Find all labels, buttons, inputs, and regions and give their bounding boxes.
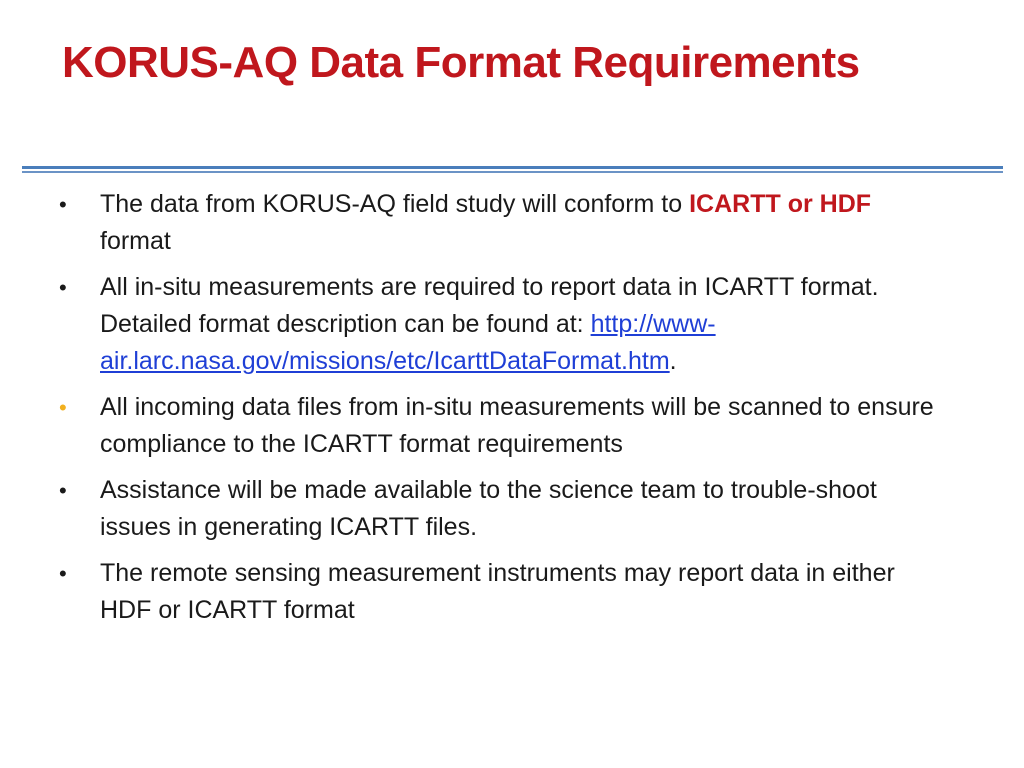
bullet-list: [0, 186, 1024, 638]
title-divider-thin: [22, 171, 1003, 173]
bullet-text: Assistance will be made available to the science team to trouble-shoot issues in generating ICARTT files.: [100, 476, 877, 541]
bullet-text-tail: .: [669, 347, 677, 375]
bullet-item-in-situ: [0, 269, 940, 380]
bullet-text: The data from KORUS-AQ field study will conform to: [100, 190, 690, 218]
bullet-item-assistance: [0, 472, 940, 546]
bullet-dot-icon: •: [59, 478, 67, 503]
icartt-format-link[interactable]: http://www-air.larc.nasa.gov/missions/etc/IcarttDataFormat.htm: [100, 310, 716, 375]
format-highlight: ICARTT or HDF: [689, 190, 872, 218]
bullet-text: All in-situ measurements are required to report data in ICARTT format. Detailed format description can be found at:: [100, 273, 879, 338]
bullet-dot-icon: •: [59, 561, 67, 586]
title-divider-thick: [22, 166, 1003, 169]
bullet-text-tail: format: [100, 227, 171, 255]
bullet-dot-icon: •: [59, 395, 67, 420]
bullet-dot-icon: •: [59, 275, 67, 300]
bullet-item-remote-sensing: [0, 555, 940, 629]
bullet-text: The remote sensing measurement instruments may report data in either HDF or ICARTT format: [100, 559, 895, 624]
bullet-item-format: [0, 186, 940, 260]
bullet-item-scanning: [0, 389, 940, 463]
bullet-dot-icon: •: [59, 192, 67, 217]
bullet-text: All incoming data files from in-situ measurements will be scanned to ensure compliance to the ICARTT format requirements: [100, 393, 934, 458]
slide-title: KORUS-AQ Data Format Requirements: [62, 38, 860, 87]
